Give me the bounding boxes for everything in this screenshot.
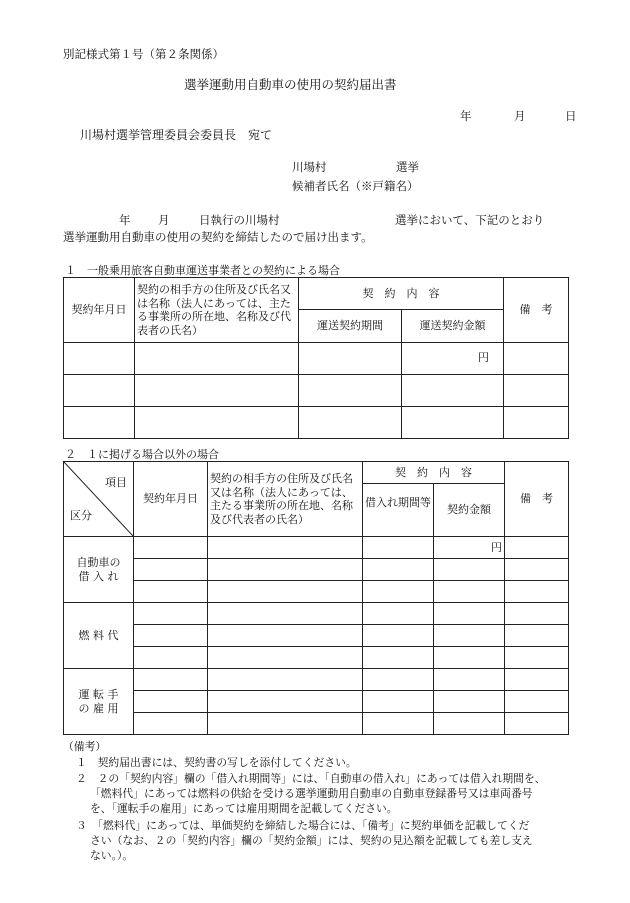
s1-r3-remarks[interactable] — [504, 407, 569, 439]
table-row — [64, 407, 569, 439]
section2-table — [63, 461, 569, 735]
candidate-name-label: 候補者氏名（※戸籍名） — [292, 179, 419, 193]
s2-c2-r2-party[interactable] — [208, 625, 363, 647]
s2-c2-r1-remarks[interactable] — [505, 603, 569, 625]
s2-corner-item: 項目 — [105, 476, 127, 489]
s2-c2-r1-amount[interactable] — [434, 603, 505, 625]
s2-c1-r3-date[interactable] — [134, 581, 208, 603]
s2-c1-r3-party[interactable] — [208, 581, 363, 603]
s2-col-period: 借入れ期間等 — [363, 484, 434, 537]
note-3-line-2: さい（なお、２の「契約内容」欄の「契約金額」には、契約の見込額を記載しても差し支え — [90, 834, 533, 847]
s2-c2-r1-party[interactable] — [208, 603, 363, 625]
s2-c1-r1-amount[interactable]: 円 — [434, 537, 505, 559]
s1-col-period: 運送契約期間 — [299, 310, 402, 343]
date-day-label: 日 — [565, 109, 577, 123]
s1-r3-date[interactable] — [64, 407, 135, 439]
s2-c2-r1-period[interactable] — [363, 603, 434, 625]
s1-r1-date[interactable] — [64, 343, 135, 375]
s2-c3-r3-period[interactable] — [363, 713, 434, 735]
date-month-label: 月 — [514, 109, 526, 123]
s1-col-amount: 運送契約金額 — [402, 310, 504, 343]
s2-col-amount: 契約金額 — [434, 484, 505, 537]
s1-r2-party[interactable] — [135, 375, 299, 407]
s2-c1-r1-date[interactable] — [134, 537, 208, 559]
s1-r1-amount[interactable]: 円 — [402, 343, 504, 375]
s2-c1-r2-party[interactable] — [208, 559, 363, 581]
s2-category-car: 自動車の 借 入 れ — [64, 537, 134, 603]
s1-col-date: 契約年月日 — [64, 278, 135, 343]
s2-c3-r2-party[interactable] — [208, 691, 363, 713]
s2-c2-r2-date[interactable] — [134, 625, 208, 647]
s2-c1-r2-amount[interactable] — [434, 559, 505, 581]
s1-r3-party[interactable] — [135, 407, 299, 439]
s2-c3-r3-remarks[interactable] — [505, 713, 569, 735]
s2-c1-r3-amount[interactable] — [434, 581, 505, 603]
s2-c3-r2-period[interactable] — [363, 691, 434, 713]
s1-r2-date[interactable] — [64, 375, 135, 407]
s2-c3-r1-period[interactable] — [363, 669, 434, 691]
section1-heading: １ 一般乗用旅客自動車運送事業者との契約による場合 — [65, 264, 340, 277]
table-row — [64, 343, 569, 375]
s2-c3-r1-remarks[interactable] — [505, 669, 569, 691]
sender-election: 選挙 — [396, 160, 419, 174]
s2-c3-r2-amount[interactable] — [434, 691, 505, 713]
s2-c2-r3-date[interactable] — [134, 647, 208, 669]
s2-c1-r2-period[interactable] — [363, 559, 434, 581]
body-election-tail: 選挙において、下記のとおり — [395, 213, 545, 227]
s2-c3-r3-amount[interactable] — [434, 713, 505, 735]
s2-c2-r3-party[interactable] — [208, 647, 363, 669]
s2-category-driver: 運 転 手 の 雇 用 — [64, 669, 134, 735]
date-year-label: 年 — [460, 109, 472, 123]
body-line-2: 選挙運動用自動車の使用の契約を締結したので届け出ます。 — [63, 230, 373, 244]
note-2-line-1: ２ ２の「契約内容」欄の「借入れ期間等」には、「自動車の借入れ」にあっては借入れ期間を、 — [76, 772, 546, 785]
form-label: 別記様式第１号（第２条関係） — [63, 47, 224, 61]
s2-c2-r3-amount[interactable] — [434, 647, 505, 669]
page-title: 選挙運動用自動車の使用の契約届出書 — [184, 77, 397, 92]
s1-col-party: 契約の相手方の住所及び氏名又は名称（法人にあっては、主たる事業所の所在地、名称及び代表者の氏名） — [135, 278, 299, 343]
s2-category-fuel: 燃 料 代 — [64, 603, 134, 669]
s2-c3-r1-date[interactable] — [134, 669, 208, 691]
table-row — [64, 625, 569, 647]
diagonal-line — [64, 462, 133, 536]
table-row — [64, 713, 569, 735]
s2-corner-cell — [64, 462, 134, 537]
table-row — [64, 647, 569, 669]
s2-c3-r1-party[interactable] — [208, 669, 363, 691]
body-year: 年 — [119, 213, 131, 227]
s2-c2-r1-date[interactable] — [134, 603, 208, 625]
section1-table — [63, 277, 569, 439]
body-month: 月 — [158, 213, 170, 227]
table-row — [64, 691, 569, 713]
s1-r1-period[interactable] — [299, 343, 402, 375]
s2-c2-r2-remarks[interactable] — [505, 625, 569, 647]
table-row — [64, 537, 569, 559]
s1-r1-remarks[interactable] — [504, 343, 569, 375]
s2-c2-r2-amount[interactable] — [434, 625, 505, 647]
note-3-line-1: ３ 「燃料代」にあっては、単価契約を締結した場合には、「備考」に契約単価を記載してくだ — [76, 819, 530, 832]
addressee: 川場村選挙管理委員会委員長 宛て — [80, 128, 273, 142]
s2-c1-r3-remarks[interactable] — [505, 581, 569, 603]
s1-r3-period[interactable] — [299, 407, 402, 439]
s2-col-remarks: 備 考 — [505, 462, 569, 537]
section2-heading: ２ １に掲げる場合以外の場合 — [65, 448, 219, 461]
s2-c2-r3-period[interactable] — [363, 647, 434, 669]
sender-village: 川場村 — [292, 160, 327, 174]
s2-c1-r2-remarks[interactable] — [505, 559, 569, 581]
notes-heading: （備考） — [63, 740, 107, 753]
s2-c1-r1-period[interactable] — [363, 537, 434, 559]
s2-corner-category: 区分 — [70, 508, 92, 522]
table-row — [64, 669, 569, 691]
table-row — [64, 581, 569, 603]
s1-r2-remarks[interactable] — [504, 375, 569, 407]
s2-c3-r2-remarks[interactable] — [505, 691, 569, 713]
s2-c3-r1-amount[interactable] — [434, 669, 505, 691]
s2-col-party: 契約の相手方の住所及び氏名又は名称（法人にあっては、主たる事業所の所在地、名称及び代表者の氏名） — [208, 462, 363, 537]
body-day-village: 日執行の川場村 — [199, 213, 280, 227]
s1-col-content: 契 約 内 容 — [299, 278, 504, 310]
s2-c1-r1-remarks[interactable] — [505, 537, 569, 559]
s2-c3-r2-date[interactable] — [134, 691, 208, 713]
note-3-line-3: ない。）。 — [90, 849, 134, 862]
s2-c1-r2-date[interactable] — [134, 559, 208, 581]
s1-r2-period[interactable] — [299, 375, 402, 407]
s1-r2-amount[interactable] — [402, 375, 504, 407]
s2-c3-r3-party[interactable] — [208, 713, 363, 735]
note-1: １ 契約届出書には、契約書の写しを添付してください。 — [76, 756, 357, 769]
table-row — [64, 375, 569, 407]
s2-col-content: 契 約 内 容 — [363, 462, 505, 484]
s2-c1-r3-period[interactable] — [363, 581, 434, 603]
table-row — [64, 559, 569, 581]
s1-r1-party[interactable] — [135, 343, 299, 375]
s1-col-remarks: 備 考 — [504, 278, 569, 343]
note-2-line-3: を、「運転手の雇用」にあっては雇用期間を記載してください。 — [90, 802, 398, 815]
note-2-line-2: 「燃料代」にあっては燃料の供給を受ける選挙運動用自動車の自動車登録番号又は車両番号 — [90, 787, 533, 800]
s2-c1-r1-party[interactable] — [208, 537, 363, 559]
s2-col-date: 契約年月日 — [134, 462, 208, 537]
s1-r3-amount[interactable] — [402, 407, 504, 439]
table-row — [64, 603, 569, 625]
s2-c2-r3-remarks[interactable] — [505, 647, 569, 669]
s2-c3-r3-date[interactable] — [134, 713, 208, 735]
s2-c2-r2-period[interactable] — [363, 625, 434, 647]
